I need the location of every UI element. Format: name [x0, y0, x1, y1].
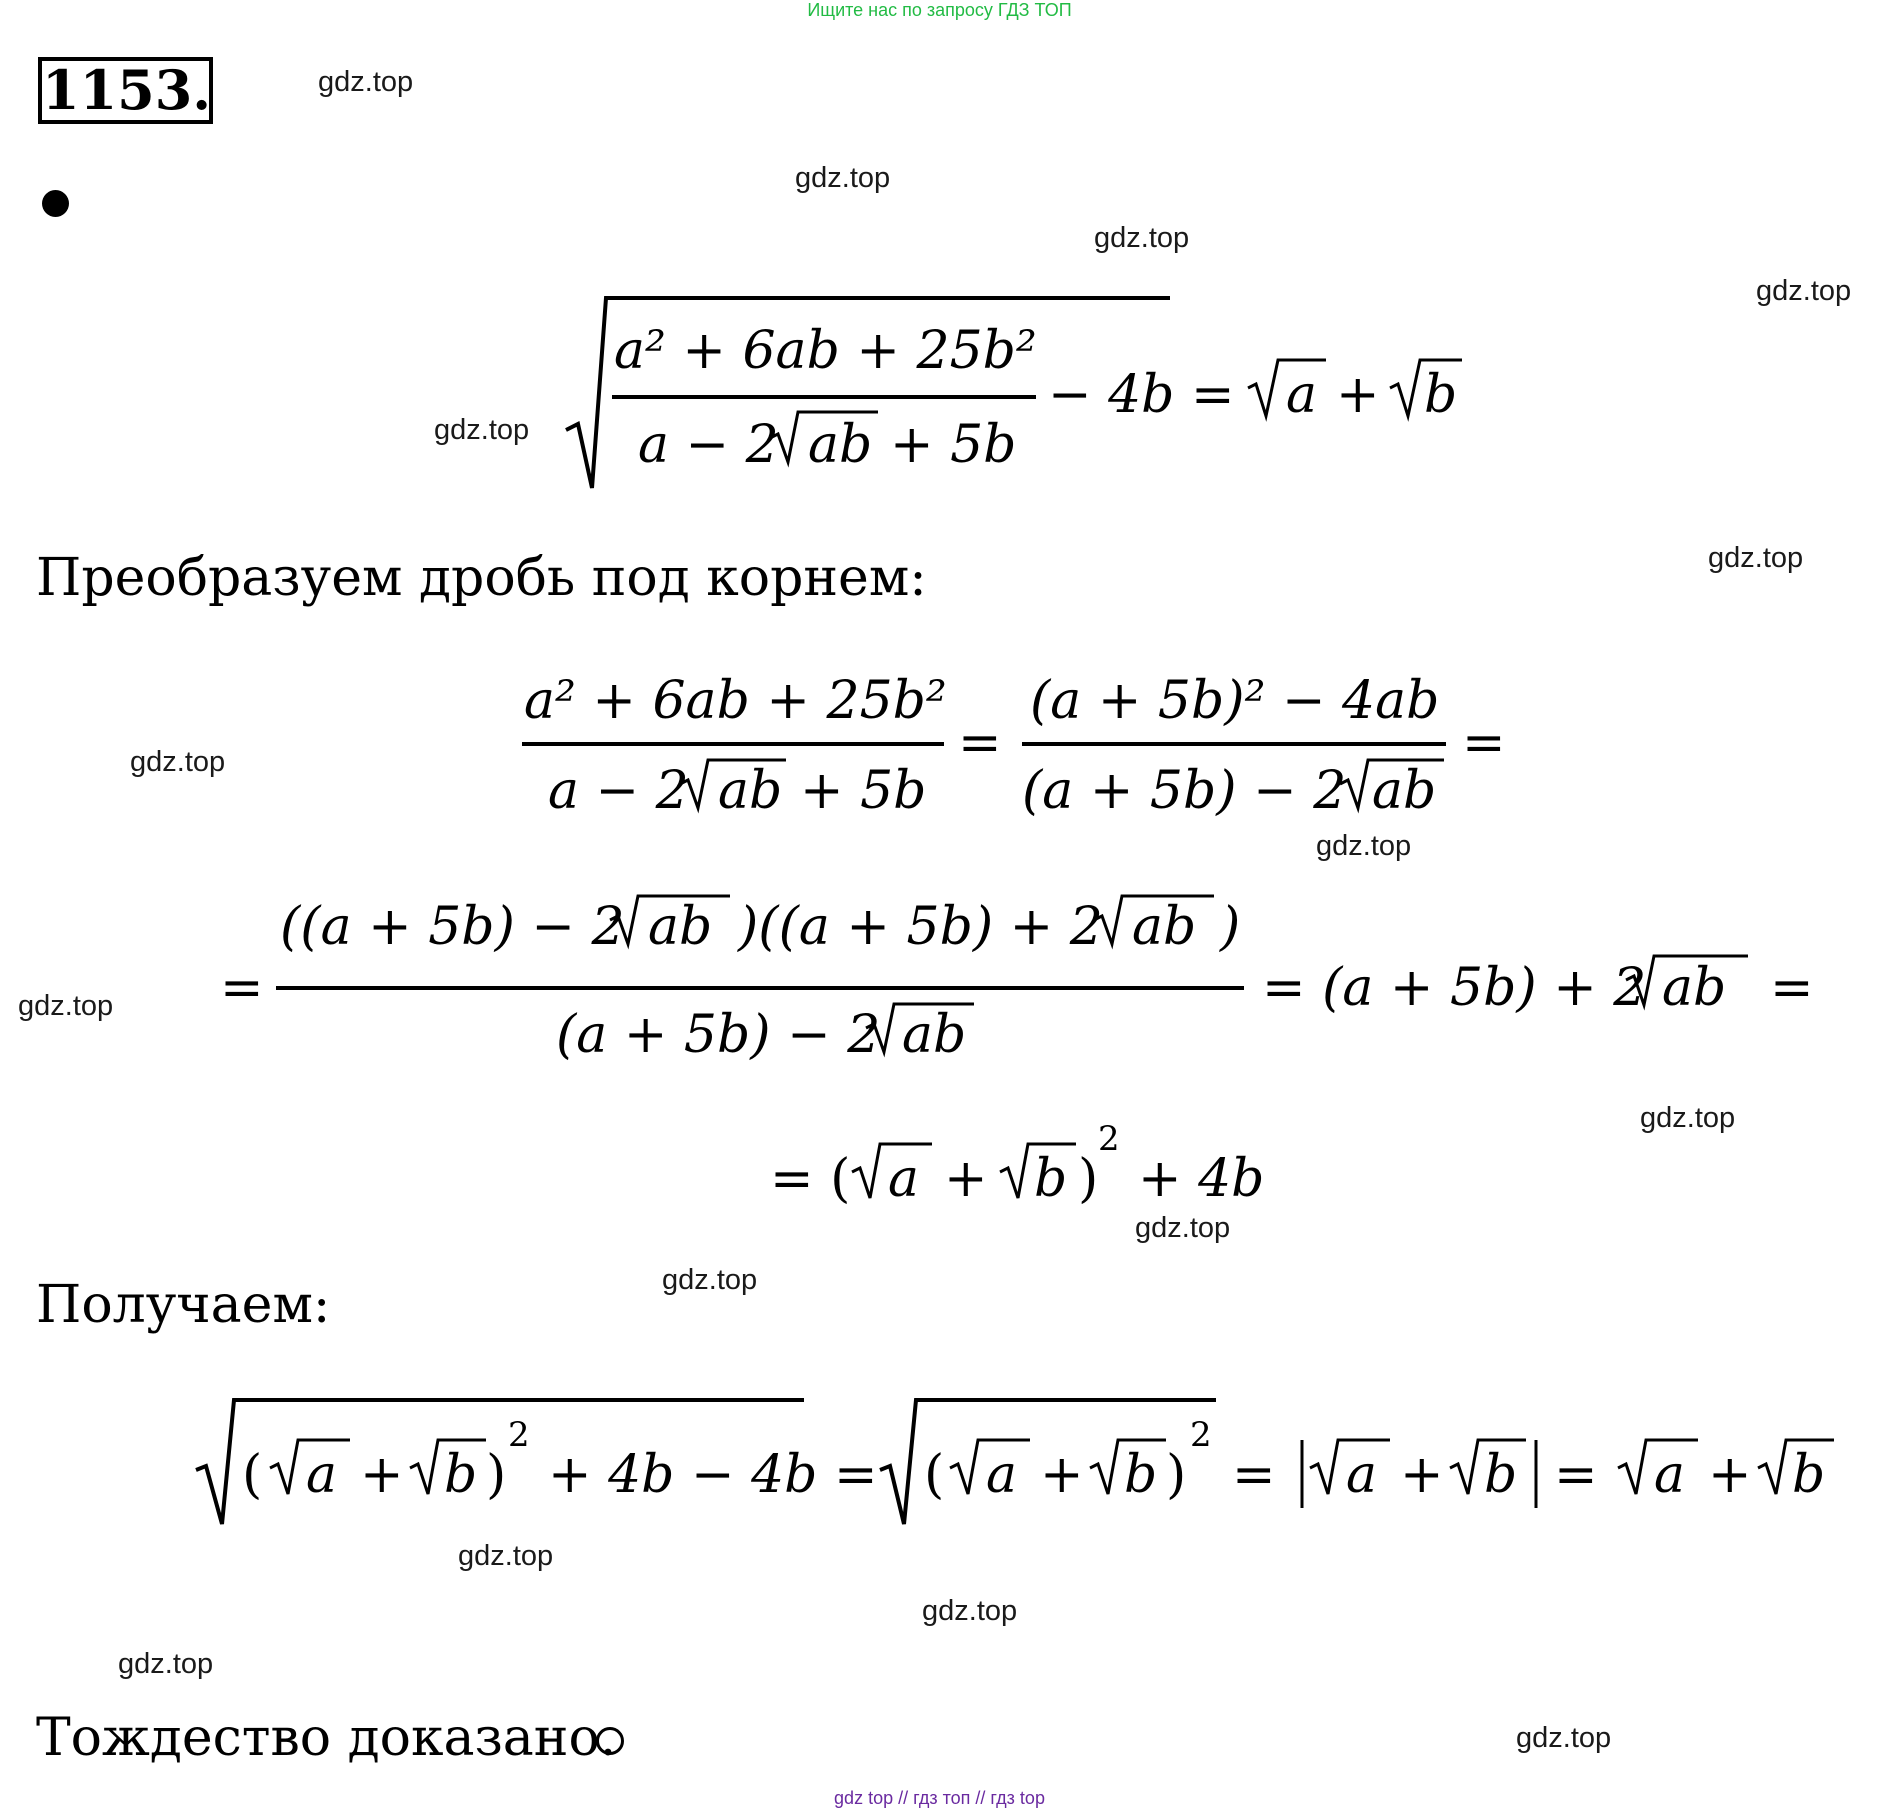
f5-b2: b — [1124, 1445, 1158, 1505]
watermark: gdz.top — [795, 162, 891, 194]
f3-rhs-ab: ab — [1662, 958, 1727, 1018]
watermark: gdz.top — [1516, 1722, 1612, 1754]
f3-num-end: ) — [1220, 897, 1241, 957]
equation-5 — [196, 1400, 1834, 1524]
watermark: gdz.top — [1708, 542, 1804, 574]
f2-eq-end: = — [1462, 713, 1506, 773]
f3-rhs-left: = (a + 5b) + 2 — [1262, 958, 1647, 1018]
f5-tail1: + 4b − 4b = — [548, 1445, 878, 1505]
eq1-tail: − 4b = — [1048, 365, 1235, 425]
watermark: gdz.top — [318, 66, 414, 98]
f5-open2: ( — [924, 1445, 945, 1505]
equation-3 — [220, 896, 1814, 1065]
equation-4 — [770, 1119, 1264, 1209]
f3-den-ab: ab — [902, 1005, 967, 1065]
f4-left: = ( — [770, 1149, 851, 1209]
footer-links[interactable]: gdz top // гдз топ // гдз top — [834, 1788, 1045, 1808]
f2-den-ab: ab — [1372, 761, 1437, 821]
f5-plus4: + — [1708, 1445, 1752, 1505]
f5-a4: a — [1654, 1445, 1686, 1505]
watermark: gdz.top — [1756, 275, 1852, 307]
watermark: gdz.top — [662, 1264, 758, 1296]
f5-b: b — [444, 1445, 478, 1505]
eq1-den-right: + 5b — [890, 415, 1017, 475]
f5-sq: 2 — [508, 1415, 530, 1455]
text-transform: Преобразуем дробь под корнем: — [36, 548, 927, 608]
f5-a3: a — [1346, 1445, 1378, 1505]
watermark: gdz.top — [434, 414, 530, 446]
f5-plus: + — [360, 1445, 404, 1505]
watermark: gdz.top — [1135, 1212, 1231, 1244]
f4-close: ) — [1078, 1149, 1099, 1209]
f4-b: b — [1034, 1149, 1068, 1209]
f5-plus3: + — [1400, 1445, 1444, 1505]
f2-den-left: (a + 5b) − 2 — [1022, 761, 1347, 821]
f5-open: ( — [242, 1445, 263, 1505]
f3-num-ab1: ab — [648, 897, 713, 957]
f4-sq: 2 — [1098, 1119, 1120, 1159]
eq1-rhs-plus: + — [1336, 365, 1380, 425]
f4-tail: + 4b — [1138, 1149, 1265, 1209]
watermark: gdz.top — [922, 1595, 1018, 1627]
f3-eq-start: = — [220, 958, 264, 1018]
equation-2 — [522, 671, 1506, 821]
eq1-rhs-a: a — [1286, 365, 1318, 425]
watermark: gdz.top — [458, 1540, 554, 1572]
eq1-den-left: a − 2 — [638, 415, 779, 475]
f5-a2: a — [986, 1445, 1018, 1505]
f5-final-eq: = — [1554, 1445, 1598, 1505]
f3-num-ab2: ab — [1132, 897, 1197, 957]
problem-number: 1153. — [38, 57, 213, 124]
eq1-numerator: a² + 6ab + 25b² — [614, 321, 1037, 381]
f4-plus: + — [944, 1149, 988, 1209]
watermark: gdz.top — [118, 1648, 214, 1680]
watermark: gdz.top — [130, 746, 226, 778]
f3-rhs-end: = — [1770, 958, 1814, 1018]
f2-left-den-ab: ab — [718, 761, 783, 821]
watermark: gdz.top — [1094, 222, 1190, 254]
f2-eq: = — [958, 713, 1002, 773]
f2-left-num: a² + 6ab + 25b² — [524, 671, 947, 731]
f4-a: a — [888, 1149, 920, 1209]
f3-num-left: ((a + 5b) − 2 — [280, 897, 625, 957]
f5-close: ) — [486, 1445, 507, 1505]
watermark: gdz.top — [1640, 1102, 1736, 1134]
f5-sq2: 2 — [1190, 1415, 1212, 1455]
text-proved: Тождество доказано. — [36, 1708, 617, 1768]
f2-num: (a + 5b)² − 4ab — [1030, 671, 1440, 731]
equation-1 — [566, 298, 1462, 488]
eq1-rhs-b: b — [1424, 365, 1458, 425]
f5-close2: ) — [1166, 1445, 1187, 1505]
watermark: gdz.top — [18, 990, 114, 1022]
f5-b4: b — [1792, 1445, 1826, 1505]
f3-den-left: (a + 5b) − 2 — [556, 1005, 881, 1065]
watermark: gdz.top — [1316, 830, 1412, 862]
top-banner[interactable]: Ищите нас по запросу ГДЗ ТОП — [807, 0, 1072, 20]
f2-left-den-right: + 5b — [800, 761, 927, 821]
f2-left-den-left: a − 2 — [548, 761, 689, 821]
eq1-den-ab: ab — [808, 415, 873, 475]
text-get: Получаем: — [36, 1275, 331, 1335]
f5-eq: = — [1232, 1445, 1276, 1505]
f5-a: a — [306, 1445, 338, 1505]
f3-num-mid: )((a + 5b) + 2 — [738, 897, 1103, 957]
f5-b3: b — [1484, 1445, 1518, 1505]
f5-plus2: + — [1040, 1445, 1084, 1505]
